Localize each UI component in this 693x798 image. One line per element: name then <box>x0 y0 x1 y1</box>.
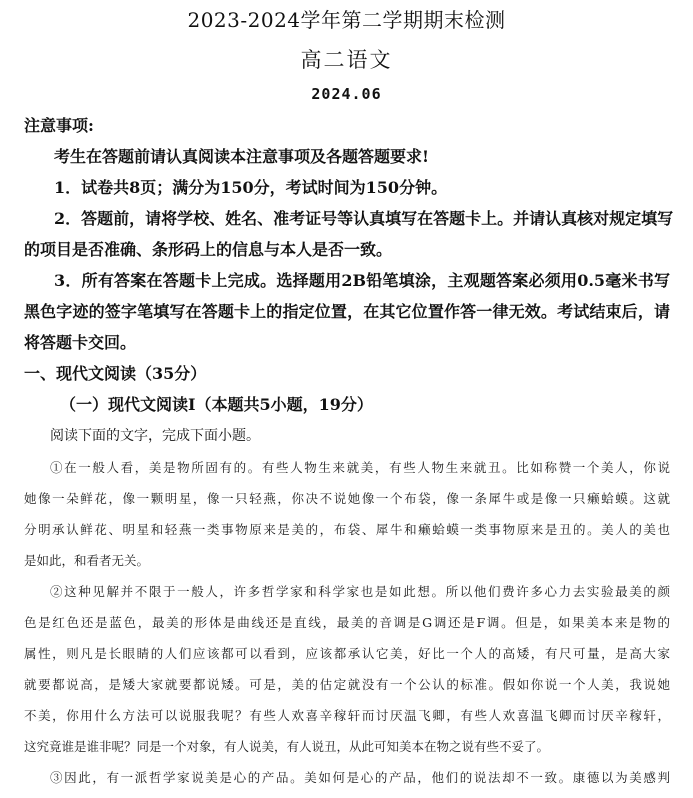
passage-p1-line-2: 她像一朵鲜花，像一颗明星，像一只轻燕，你决不说她像一个布袋，像一条犀牛或是像一只癞蛤蟆。这就 <box>24 491 670 506</box>
notice-item-2-line-1: 2．答题前，请将学校、姓名、准考证号等认真填写在答题卡上。并请认真核对规定填写 <box>54 209 674 228</box>
subject-title: 高二语文 <box>300 48 393 72</box>
passage-p2-line-5: 不美，你用什么方法可以说服我呢？有些人欢喜辛稼轩而讨厌温飞卿，有些人欢喜温飞卿而讨厌辛稼轩， <box>24 708 670 723</box>
passage-p2-line-1: ②这种见解并不限于一般人，许多哲学家和科学家也是如此想。所以他们费许多心力去实验最美的颜 <box>50 584 670 599</box>
passage-p3-line-1: ③因此，有一派哲学家说美是心的产品。美如何是心的产品，他们的说法却不一致。康德以为美感判 <box>50 770 670 785</box>
section-subheading: （一）现代文阅读Ⅰ（本题共5小题，19分） <box>60 395 373 414</box>
notice-item-3-line-3: 将答题卡交回。 <box>24 333 137 352</box>
passage-p2-line-6: 这究竟谁是谁非呢？同是一个对象，有人说美，有人说丑，从此可知美本在物之说有些不妥了。 <box>24 739 550 754</box>
exam-title: 2023-2024学年第二学期期末检测 <box>187 8 506 32</box>
notice-item-3-line-2: 黑色字迹的签字笔填写在答题卡上的指定位置，在其它位置作答一律无效。考试结束后，请 <box>24 302 670 321</box>
notice-heading: 注意事项: <box>24 116 94 135</box>
passage-p2-line-3: 属性，则凡是长眼睛的人们应该都可以看到，应该都承认它美，好比一个人的高矮，有尺可量，是高大家 <box>24 646 670 661</box>
passage-p2-line-4: 就要都说高，是矮大家就要都说矮。可是，美的估定就没有一个公认的标准。假如你说一个人美，我说她 <box>24 677 670 692</box>
notice-item-3-line-1: 3．所有答案在答题卡上完成。选择题用2B铅笔填涂，主观题答案必须用0.5毫米书写 <box>54 271 670 290</box>
exam-date: 2024.06 <box>311 85 382 103</box>
section-heading: 一、现代文阅读（35分） <box>24 364 207 383</box>
notice-intro: 考生在答题前请认真阅读本注意事项及各题答题要求! <box>54 147 430 166</box>
passage-p1-line-4: 是如此，和看者无关。 <box>24 553 150 568</box>
notice-item-1: 1．试卷共8页；满分为150分，考试时间为150分钟。 <box>54 178 448 197</box>
passage-p2-line-2: 色是红色还是蓝色，最美的形体是曲线还是直线，最美的音调是G调还是F调。但是，如果美本来是物的 <box>24 615 670 630</box>
notice-item-2-line-2: 的项目是否准确、条形码上的信息与本人是否一致。 <box>24 240 393 259</box>
passage-p1-line-3: 分明承认鲜花、明星和轻燕一类事物原来是美的，布袋、犀牛和癞蛤蟆一类事物原来是丑的。美人的美也 <box>24 522 670 537</box>
reading-instruction: 阅读下面的文字，完成下面小题。 <box>50 428 260 444</box>
passage-p1-line-1: ①在一般人看，美是物所固有的。有些人物生来就美，有些人物生来就丑。比如称赞一个美人，你说 <box>50 460 670 475</box>
